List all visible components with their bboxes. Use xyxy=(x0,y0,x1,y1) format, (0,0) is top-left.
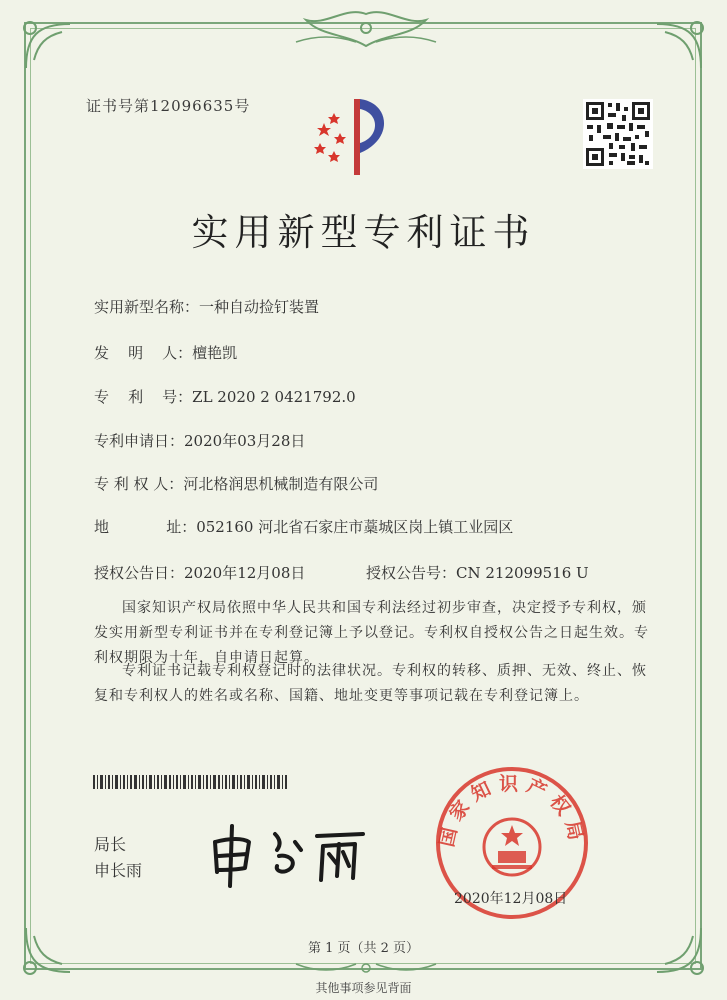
field-label: 地 址： xyxy=(94,518,197,536)
grant-number-row xyxy=(366,562,589,583)
director-name: 申长雨 xyxy=(94,861,143,880)
inventor-row xyxy=(94,342,237,363)
field-label: 发 明 人： xyxy=(94,344,193,362)
barcode xyxy=(93,775,288,789)
seal-date: 2020年12月08日 xyxy=(454,891,568,907)
top-ornament xyxy=(286,6,446,52)
grant-date-row xyxy=(94,562,305,583)
cnipa-logo xyxy=(310,95,395,180)
handwritten-signature xyxy=(205,820,375,890)
page-number: 第 1 页（共 2 页） xyxy=(307,941,420,956)
field-label: 实用新型名称： xyxy=(94,298,200,316)
grant-date-value: 2020年12月08日 xyxy=(184,564,306,582)
utility-name-row xyxy=(94,296,319,317)
patentee-row xyxy=(94,473,378,494)
certificate-paragraph: 专利证书记载专利权登记时的法律状况。专利权的转移、质押、无效、终止、恢复和专利权人的姓名或名称、国籍、地址变更等事项记载在专利登记簿上。 xyxy=(94,663,647,704)
patentee-value: 河北格润思机械制造有限公司 xyxy=(183,475,379,493)
field-label: 专 利 号： xyxy=(94,388,193,406)
certificate-number: 证书号第12096635号 xyxy=(86,97,251,115)
address-row xyxy=(94,516,513,537)
svg-text:国家知识产权局: 国家知识产权局 xyxy=(435,772,589,849)
corner-ornament xyxy=(18,16,78,76)
certificate-paragraph: 国家知识产权局依照中华人民共和国专利法经过初步审查，决定授予专利权，颁发实用新型专利证书并在专利登记簿上予以登记。专利权自授权公告之日起生效。专利权期限为十年，自申请日起算。 xyxy=(94,600,649,666)
filing-date-row xyxy=(94,430,305,451)
bottom-ornament xyxy=(286,954,446,982)
patent-number-row xyxy=(94,386,356,407)
director-title: 局长 xyxy=(94,835,127,854)
field-label: 专 利 权 人： xyxy=(94,475,184,493)
field-label: 授权公告号： xyxy=(366,564,457,582)
patent-number-value: ZL 2020 2 0421792.0 xyxy=(192,388,356,406)
corner-ornament xyxy=(649,16,709,76)
inventor-value: 檀艳凯 xyxy=(192,344,238,362)
field-label: 专利申请日： xyxy=(94,432,185,450)
field-label: 授权公告日： xyxy=(94,564,185,582)
grant-number-value: CN 212099516 U xyxy=(456,564,589,582)
utility-name-value: 一种自动捡钉装置 xyxy=(199,298,320,316)
footnote: 其他事项参见背面 xyxy=(315,981,412,995)
filing-date-value: 2020年03月28日 xyxy=(184,432,306,450)
qr-code xyxy=(583,99,653,169)
address-value: 052160 河北省石家庄市藁城区岗上镇工业园区 xyxy=(196,518,514,536)
certificate-title: 实用新型专利证书 xyxy=(191,211,536,254)
